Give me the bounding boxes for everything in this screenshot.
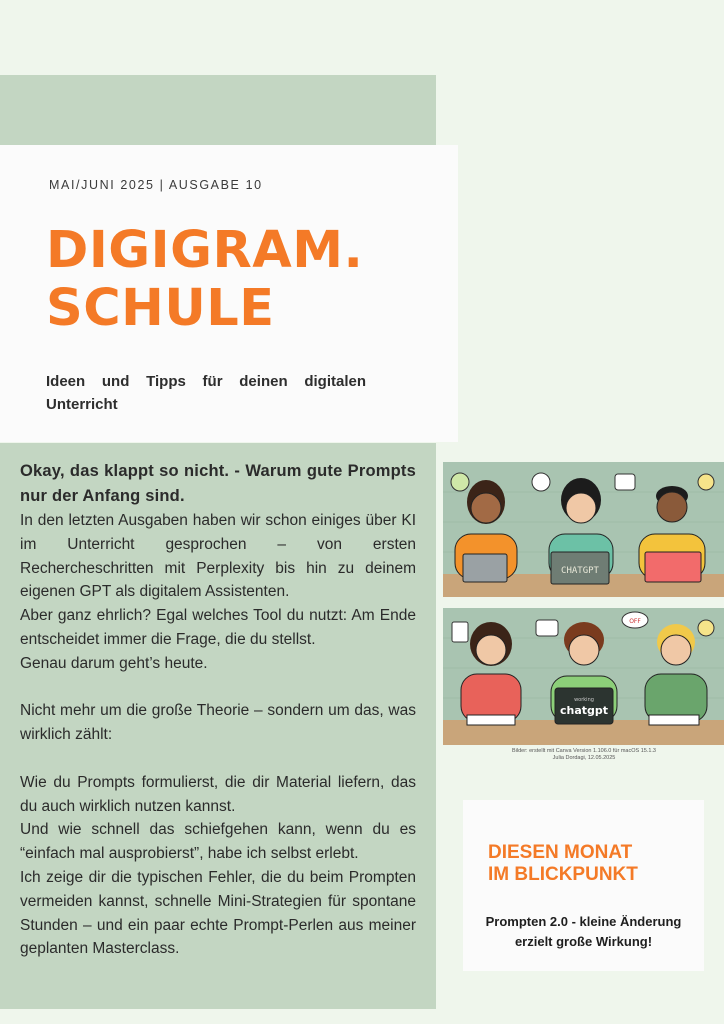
article-paragraph: Wie du Prompts formulierst, die dir Material liefern, das du auch wirklich nutzen kannst.: [20, 773, 416, 815]
highlight-title: [488, 842, 638, 886]
tagline: Ideen und Tipps für deinen digitalen Unterricht: [46, 373, 366, 413]
decor-band-top: [0, 75, 436, 145]
highlight-title-line-1: DIESEN MONAT: [488, 842, 633, 863]
article-paragraph: Genau darum geht’s heute.: [20, 654, 208, 672]
laptop-bottom-small: working: [574, 697, 594, 703]
masthead-title: [46, 222, 363, 338]
credit-line: Julia Dordagi, 12.05.2025: [552, 755, 616, 761]
clipboard-icon: [452, 622, 468, 642]
issue-line: MAI/JUNI 2025 | AUSGABE 10: [49, 178, 263, 192]
masthead-line-2: SCHULE: [46, 279, 275, 338]
credit-line: Bilder: erstellt mit Canva Version 1.106.0 für macOS 15.1.3: [512, 748, 656, 754]
highlight-text: Prompten 2.0 - kleine Änderung erzielt große Wirkung!: [485, 914, 682, 949]
paragraph-gap: [20, 676, 416, 700]
highlight-box: [463, 800, 704, 971]
article-paragraph: Aber ganz ehrlich? Egal welches Tool du nutzt: Am Ende entscheidet immer die Frage, die du stellst.: [20, 607, 416, 648]
chat-bubble-icon: [615, 474, 635, 490]
lightbulb-icon: [698, 620, 714, 636]
highlight-title-line-2: IM BLICKPUNKT: [488, 864, 638, 885]
image-credit: [458, 748, 710, 762]
article-headline: Okay, das klappt so nicht. - Warum gute Prompts nur der Anfang sind.: [20, 462, 416, 505]
bubble-label: OFF: [629, 618, 641, 625]
article-paragraph: Ich zeige dir die typischen Fehler, die du beim Prompten vermeiden kannst, schnelle Mini-Strategien für spontane Stunden – und ein paar echte Prompt-Perlen aus meiner geplanten Masterclass.: [20, 868, 416, 958]
laptop-top-label: CHATGPT: [561, 566, 599, 576]
gear-icon: [451, 473, 469, 491]
article-paragraph: Und wie schnell das schiefgehen kann, wenn du es “einfach mal ausprobierst”, habe ich selbst erlebt.: [20, 821, 416, 863]
teachers-illustration: [443, 462, 724, 745]
paragraph-gap: [20, 747, 416, 771]
lightbulb-icon: [698, 474, 714, 490]
laptop-bottom-label: chatgpt: [559, 704, 609, 717]
search-icon: [532, 473, 550, 491]
article: [20, 459, 416, 961]
masthead-line-1: DIGIGRAM.: [46, 221, 364, 280]
article-paragraph: In den letzten Ausgaben haben wir schon einiges über KI im Unterricht gesprochen – von ersten Rechercheschritten mit Perplexity bis hin zu deinem eigenen GPT als digitalem Assistenten.: [20, 512, 416, 601]
diagram-icon: [536, 620, 558, 636]
article-paragraph: Nicht mehr um die große Theorie – sondern um das, was wirklich zählt:: [20, 702, 416, 744]
